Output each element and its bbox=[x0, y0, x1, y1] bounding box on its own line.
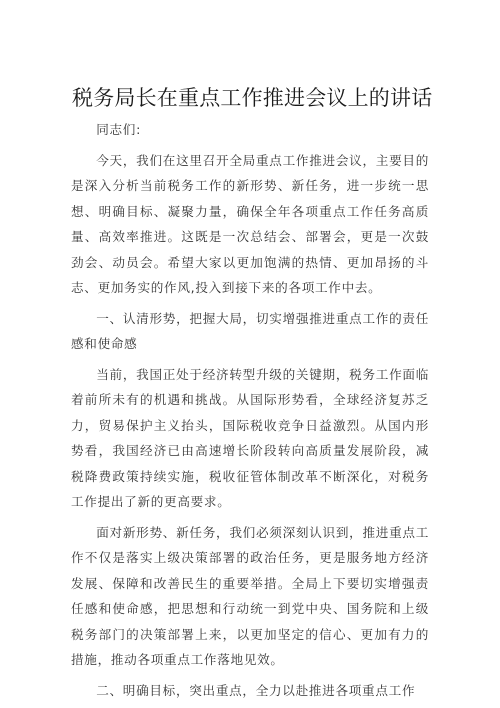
section-heading-2: 二、明确目标，突出重点，全力以赴推进各项重点工作 bbox=[96, 682, 416, 698]
document-body bbox=[71, 117, 429, 708]
salutation: 同志们: bbox=[96, 122, 142, 137]
paragraph-situation: 当前，我国正处于经济转型升级的关键期，税务工作面临着前所未有的机遇和挑战。从国际形势看，全球经济复苏乏力，贸易保护主义抬头，国际税收竞争日益激烈。从国内形势看，我国经济已由高速增长阶段转向高质量发展阶段，减税降费政策持续实施，税收征管体制改革不断深化，对税务工作提出了新的更高要求。 bbox=[71, 366, 429, 509]
section-heading-1: 一、认清形势，把握大局，切实增强推进重点工作的责任感和使命感 bbox=[71, 310, 429, 351]
paragraph-responsibility: 面对新形势、新任务，我们必须深刻认识到，推进重点工作不仅是落实上级决策部署的政治任务，更是服务地方经济发展、保障和改善民生的重要举措。全局上下要切实增强责任感和使命感，把思想和行动统一到党中央、国务院和上级税务部门的决策部署上来，以更加坚定的信心、更加有力的措施，推动各项重点工作落地见效。 bbox=[71, 524, 429, 667]
page-title: 税务局长在重点工作推进会议上的讲话 bbox=[72, 86, 433, 110]
paragraph-intro: 今天，我们在这里召开全局重点工作推进会议，主要目的是深入分析当前税务工作的新形势、新任务，进一步统一思想、明确目标、凝聚力量，确保全年各项重点工作任务高质量、高效率推进。这既是一次总结会、部署会，更是一次鼓劲会、动员会。希望大家以更加饱满的热情、更加昂扬的斗志、更加务实的作风,投入到接下来的各项工作中去。 bbox=[71, 152, 429, 295]
